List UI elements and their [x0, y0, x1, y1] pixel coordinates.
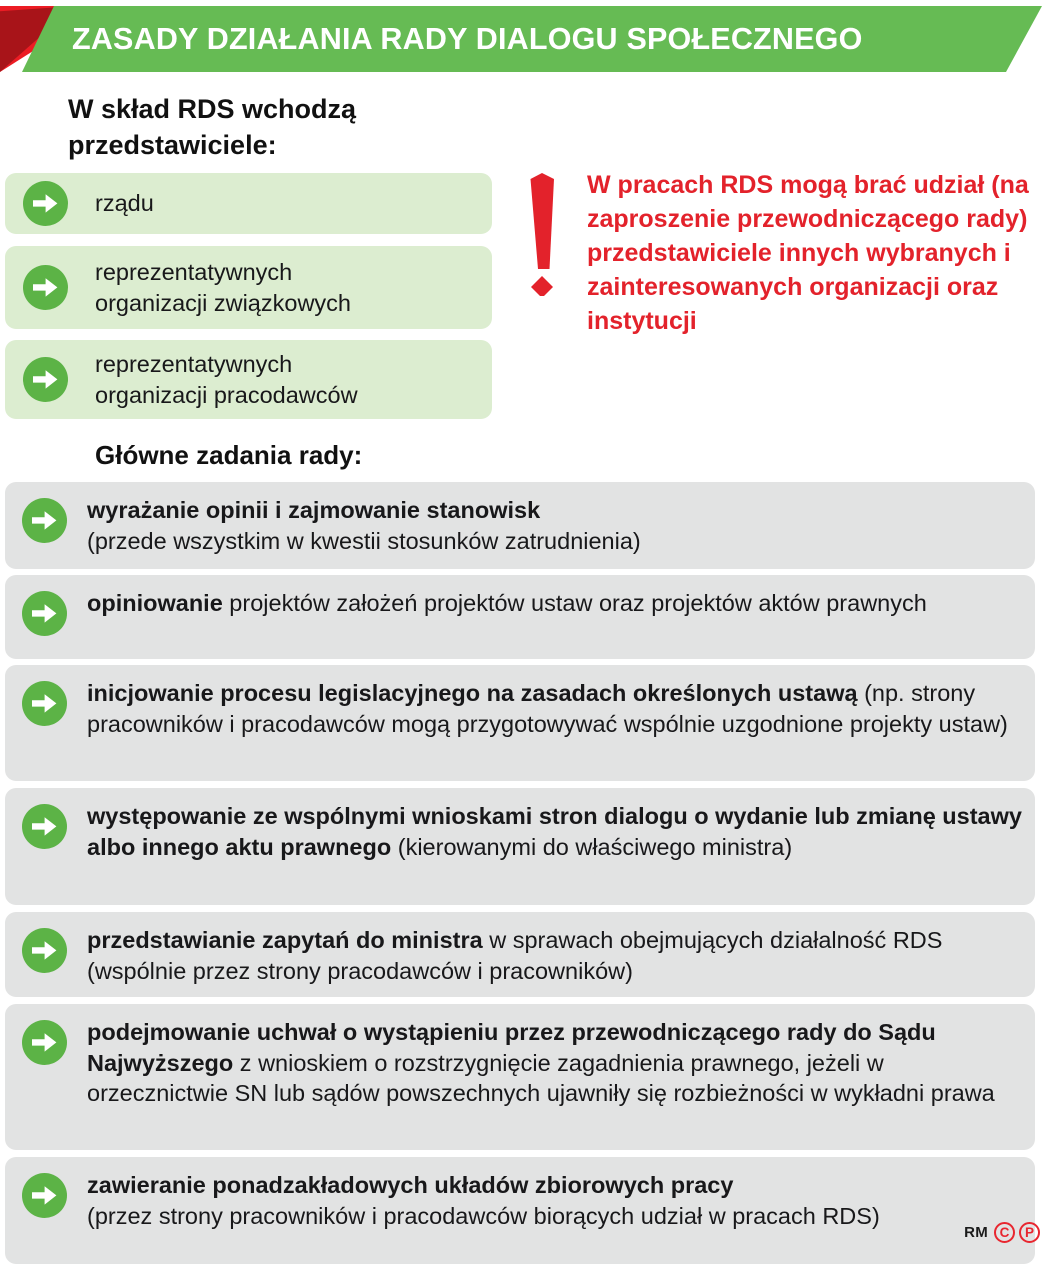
arrow-right-icon — [22, 498, 67, 543]
arrow-right-icon — [23, 181, 68, 226]
page-title: ZASADY DZIAŁANIA RADY DIALOGU SPOŁECZNEGO — [72, 21, 863, 56]
task-row — [5, 788, 1035, 905]
member-item-pracodawcy — [5, 340, 492, 419]
member-item-rzadu — [5, 173, 492, 234]
member-item-zwiazkowe — [5, 246, 492, 329]
task-row — [5, 665, 1035, 781]
arrow-right-icon — [22, 804, 67, 849]
member-item-label: reprezentatywnych organizacji związkowych — [95, 258, 351, 316]
task-text: występowanie ze wspólnymi wnioskami stron dialogu o wydanie lub zmianę ustawy albo innego aktu prawnego (kierowanymi do właściwego ministra) — [87, 803, 1022, 860]
rm-logo — [964, 1222, 1040, 1243]
arrow-right-icon — [22, 928, 67, 973]
tasks-heading: Główne zadania rady: — [95, 440, 363, 470]
callout-text: W pracach RDS mogą brać udział (na zaproszenie przewodniczącego rady) przedstawiciele innych wybranych i zainteresowanych organizacji oraz instytucji — [587, 171, 1029, 335]
copyright-p-icon: P — [1019, 1222, 1040, 1243]
member-item-label: rządu — [95, 190, 154, 217]
member-item-label: reprezentatywnych organizacji pracodawców — [95, 350, 358, 408]
exclamation-mark-icon — [525, 171, 561, 296]
task-row — [5, 575, 1035, 659]
task-row — [5, 1157, 1035, 1264]
task-text: opiniowanie projektów założeń projektów ustaw oraz projektów aktów prawnych — [87, 590, 927, 616]
task-row — [5, 482, 1035, 569]
arrow-right-icon — [23, 357, 68, 402]
task-text: wyrażanie opinii i zajmowanie stanowisk (przede wszystkim w kwestii stosunków zatrudnienia) — [87, 497, 641, 554]
rm-logo-text: RM — [964, 1224, 988, 1241]
task-row — [5, 912, 1035, 997]
task-text: podejmowanie uchwał o wystąpieniu przez przewodniczącego rady do Sądu Najwyższego z wnioskiem o rozstrzygnięcie zagadnienia prawnego, jeżeli w orzecznictwie SN lub sądów powszechnych ujawniły się rozbieżności w wykładni prawa — [87, 1019, 995, 1107]
members-heading: W skład RDS wchodzą przedstawiciele: — [68, 94, 357, 160]
arrow-right-icon — [23, 265, 68, 310]
header-banner — [0, 0, 1054, 76]
task-row — [5, 1004, 1035, 1150]
arrow-right-icon — [22, 681, 67, 726]
copyright-c-icon: C — [994, 1222, 1015, 1243]
arrow-right-icon — [22, 1020, 67, 1065]
task-text: zawieranie ponadzakładowych układów zbiorowych pracy (przez strony pracowników i pracodawców biorących udział w pracach RDS) — [87, 1172, 880, 1229]
arrow-right-icon — [22, 1173, 67, 1218]
task-text: przedstawianie zapytań do ministra w sprawach obejmujących działalność RDS (wspólnie przez strony pracodawców i pracowników) — [87, 927, 943, 984]
task-text: inicjowanie procesu legislacyjnego na zasadach określonych ustawą (np. strony pracowników i pracodawców mogą przygotowywać wspólnie uzgodnione projekty ustaw) — [87, 680, 1008, 737]
arrow-right-icon — [22, 591, 67, 636]
